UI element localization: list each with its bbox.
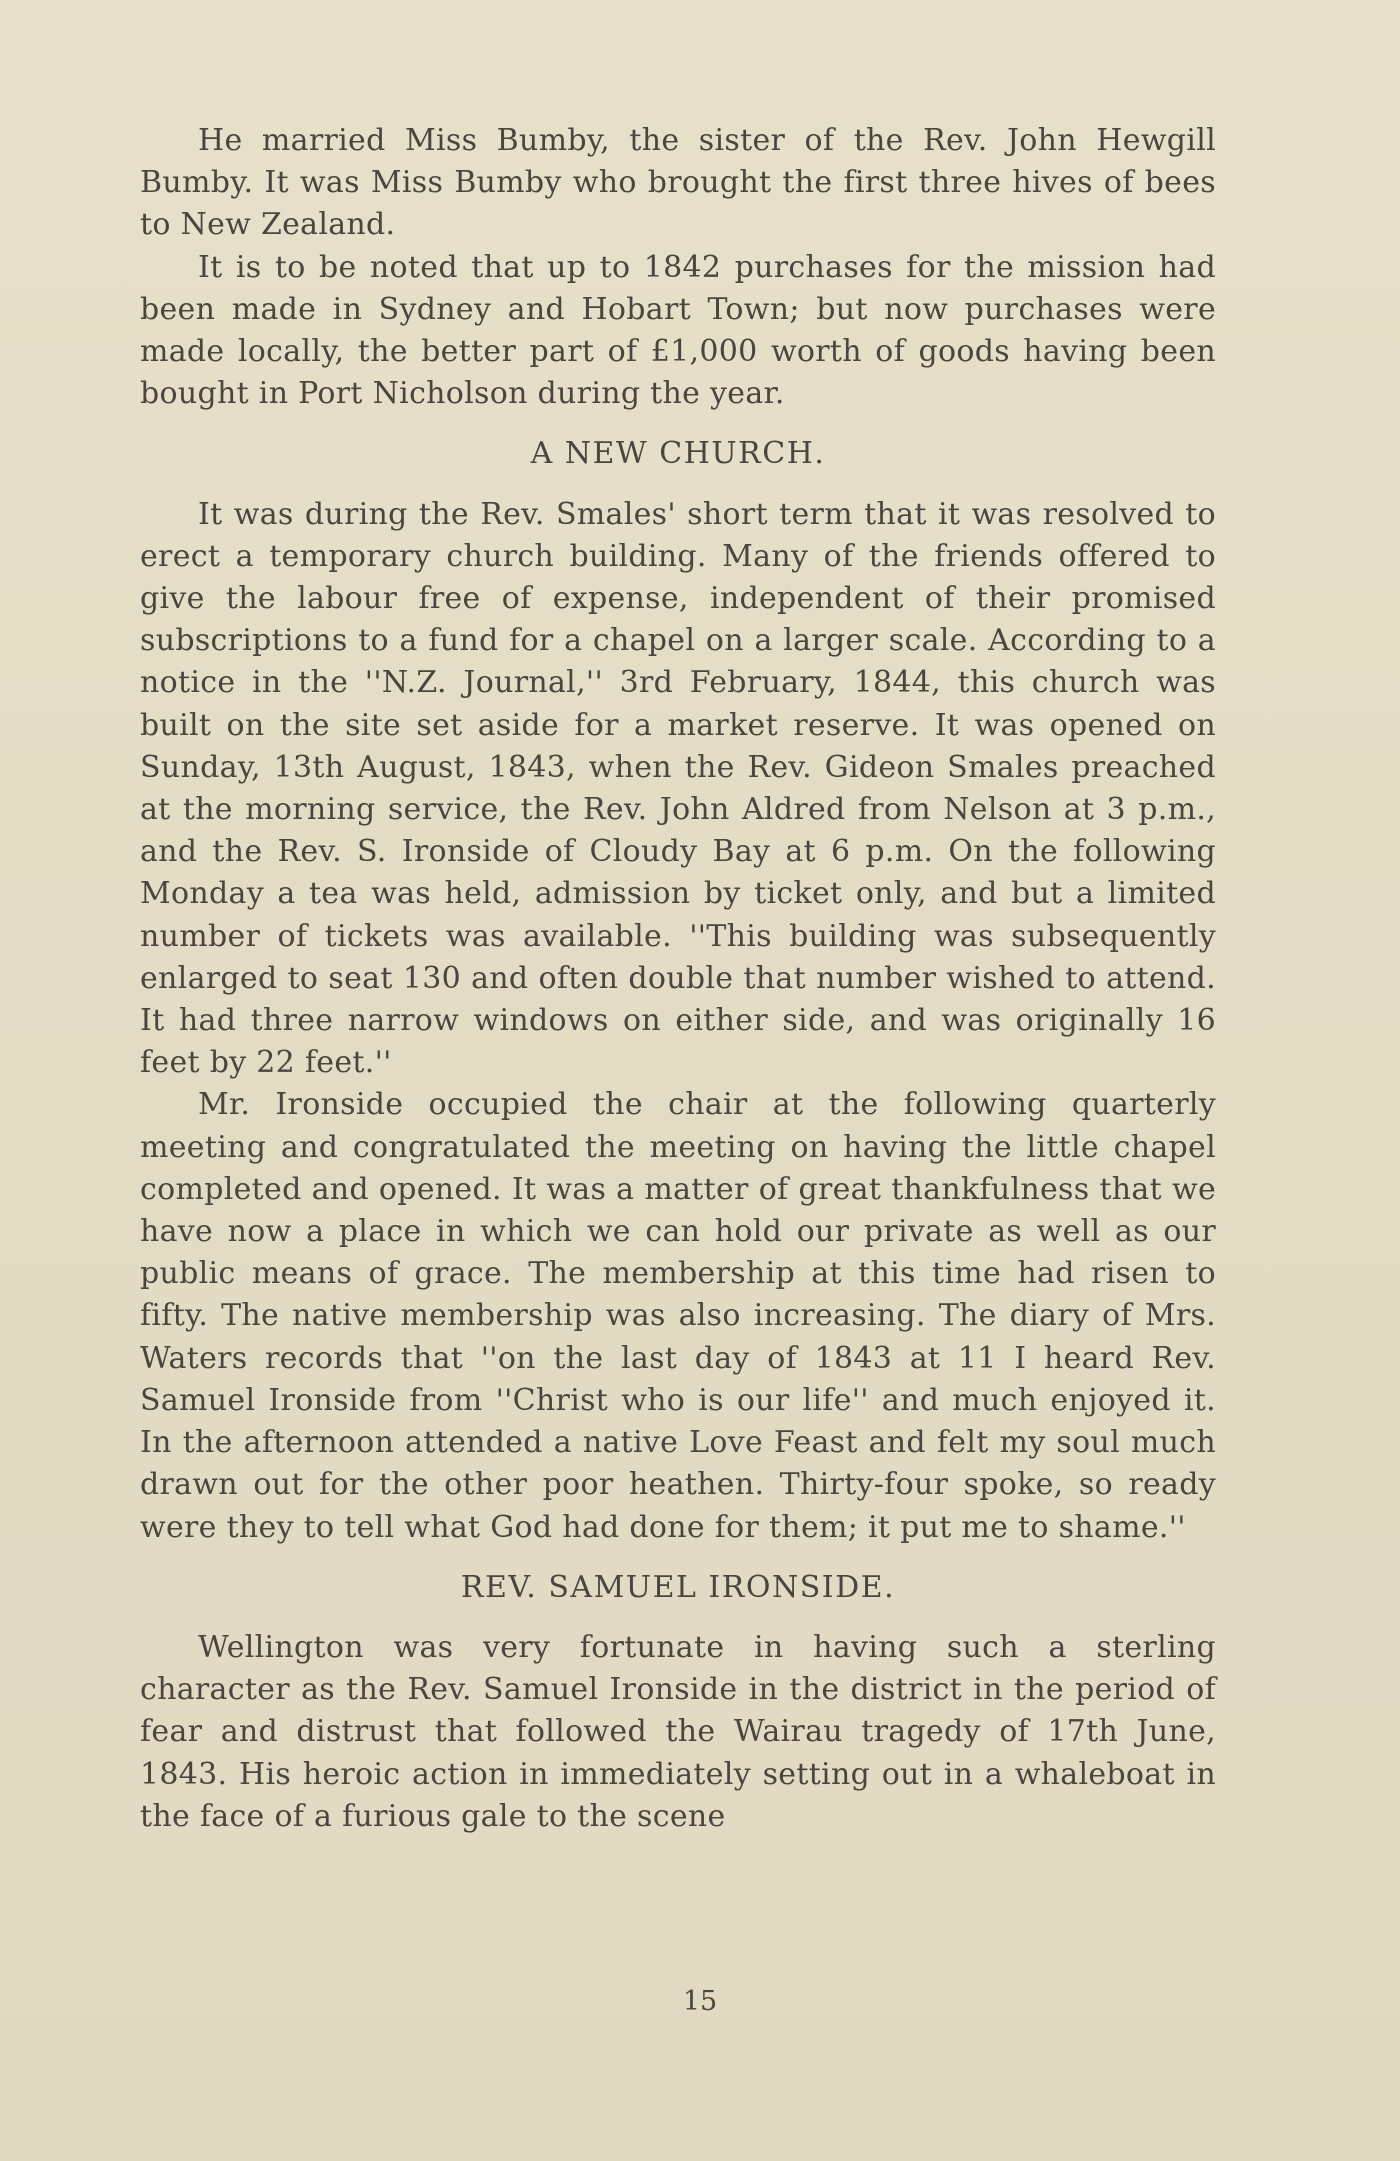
paragraph-quarterly-meeting: Mr. Ironside occupied the chair at the following quarterly meeting and congratulated the meeting on having the little chapel completed and opened. It was a matter of great thankfulness that we have now a place in which we can hold our private as well as our public means of grace. The membership at this time had risen to fifty. The native membership was also increasing. The diary of Mrs. Waters records that ''on the last day of 1843 at 11 I heard Rev. Samuel Ironside from ''Christ who is our life'' and much enjoyed it. In the afternoon attended a native Love Feast and felt my soul much drawn out for the other poor heathen. Thirty-four spoke, so ready were they to tell what God had done for them; it put me to shame.'' (140, 1087, 1216, 1545)
paragraph-ironside: Wellington was very fortunate in having such a sterling character as the Rev. Samuel Ironside in the district in the period of fear and distrust that followed the Wairau tragedy of 17th June, 1843. His heroic action in immediately setting out in a whaleboat in the face of a furious gale to the scene (140, 1629, 1216, 1834)
paragraph-new-church: It was during the Rev. Smales' short term that it was resolved to erect a temporary church building. Many of the friends offered to give the labour free of expense, independent of their promised subscriptions to a fund for a chapel on a larger scale. According to a notice in the ''N.Z. Journal,'' 3rd February, 1844, this church was built on the site set aside for a market reserve. It was opened on Sunday, 13th August, 1843, when the Rev. Gideon Smales preached at the morning service, the Rev. John Aldred from Nelson at 3 p.m., and the Rev. S. Ironside of Cloudy Bay at 6 p.m. On the following Monday a tea was held, admission by ticket only, and but a limited number of tickets was available. ''This building was subsequently enlarged to seat 130 and often double that number wished to attend. It had three narrow windows on either side, and was originally 16 feet by 22 feet.'' (140, 496, 1216, 1081)
heading-new-church: A NEW CHURCH. (530, 436, 826, 472)
heading-ironside: REV. SAMUEL IRONSIDE. (460, 1569, 896, 1605)
text-column (140, 120, 1216, 1838)
paragraph-bumby: He married Miss Bumby, the sister of the Rev. John Hewgill Bumby. It was Miss Bumby who brought the first three hives of bees to New Zealand. (140, 123, 1216, 243)
paragraph-purchases: It is to be noted that up to 1842 purchases for the mission had been made in Sydney and Hobart Town; but now purchases were made locally, the better part of £1,000 worth of goods having been bought in Port Nicholson during the year. (140, 249, 1216, 412)
page-number: 15 (682, 1986, 718, 2017)
